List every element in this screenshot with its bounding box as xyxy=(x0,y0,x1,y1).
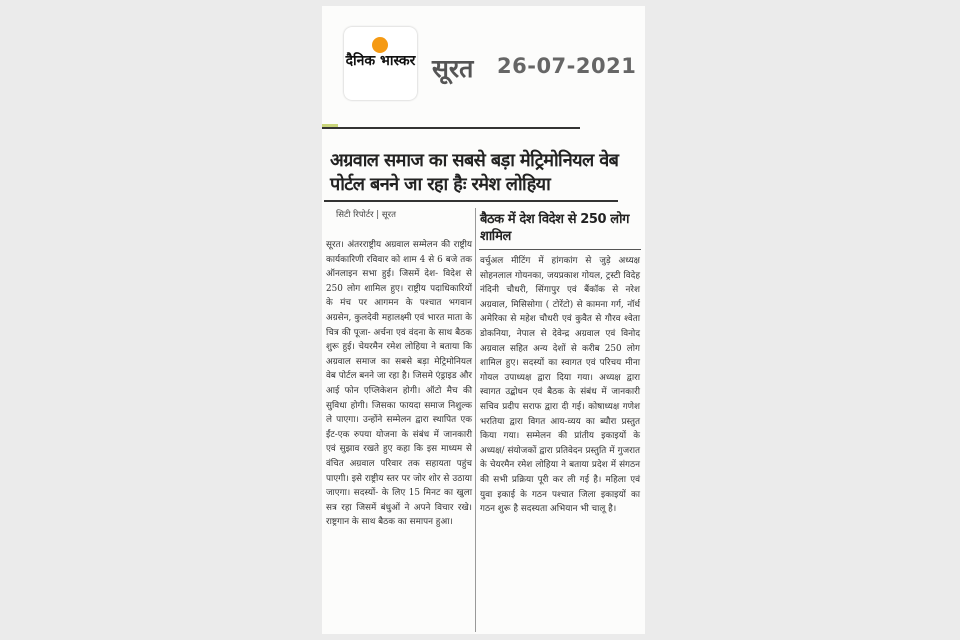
dainik-bhaskar-logo xyxy=(344,27,417,100)
logo-text: दैनिक भास्कर xyxy=(345,53,416,69)
article-column-1: सूरत। अंतरराष्ट्रीय अग्रवाल सम्मेलन की राष्ट्रीय कार्यकारिणी रविवार को शाम 4 से 6 बजे तक ऑनलाइन सभा हुई। जिसमें देश- विदेश से 250 लोग शामिल हुए। राष्ट्रीय पदाधिकारियों के मंच पर आगमन के पश्चात भगवान अग्रसेन, कुलदेवी महालक्ष्मी एवं भारत माता के चित्र की पूजा- अर्चना एवं वंदना के साथ बैठक शुरू हुई। चेयरमैन रमेश लोहिया ने बताया कि अग्रवाल समाज का सबसे बड़ा मेट्रिमोनियल वेब पोर्टल बनने जा रहा है। जिसमे एंड्राइड और आई फोन एप्लिकेशन होगी। ऑटो मैच की सुविधा होगी। जिसका फायदा समाज निशुल्क ले पाएगा। उन्होंने सम्मेलन द्वारा स्थापित एक ईंट-एक रुपया योजना के संबंध में जानकारी एवं सुझाव रखते हुए कहा कि इस माध्यम से वंचित अग्रवाल परिवार तक सहायता पहुंच पाएगी। इसे राष्ट्रीय स्तर पर जोर शोर से उठाया जाएगा। सदस्यों- के लिए 15 मिनट का खुला सत्र रहा जिसमें बंधुओं ने अपने विचार रखे। राष्ट्रगान के साथ बैठक का समापन हुआ। xyxy=(326,240,472,528)
byline: सिटी रिपोर्टर | सूरत xyxy=(336,210,396,220)
article-headline: अग्रवाल समाज का सबसे बड़ा मेट्रिमोनियल वेब पोर्टल बनने जा रहा हैः रमेश लोहिया xyxy=(330,150,619,195)
newspaper-clipping xyxy=(322,6,645,634)
top-rule xyxy=(322,127,580,129)
column-divider xyxy=(475,208,476,632)
headline-rule xyxy=(324,200,618,202)
edition-city: सूरत xyxy=(432,54,474,83)
article-subheading: बैठक में देश विदेश से 250 लोग शामिल xyxy=(480,212,629,244)
subheading-rule xyxy=(479,249,641,250)
sun-icon xyxy=(372,37,388,53)
edition-date: 26-07-2021 xyxy=(497,54,637,78)
article-column-2: वर्चुअल मीटिंग में हांगकांग से जुड़े अध्यक्ष सोहनलाल गोयनका, जयप्रकाश गोयल, ट्रस्टी विदेह नंदिनी चौधरी, सिंगापुर एवं बैंकॉक से नरेश अग्रवाल, मिसिसोगा ( टोरेंटो) से कामना गर्ग, नॉर्थ अमेरिका से महेश चौधरी एवं कुवैत से गौरव श्वेता डोकनिया, नेपाल से देवेन्द्र अग्रवाल एवं विनोद अग्रवाल सहित अन्य देशों से करीब 250 लोग शामिल हुए। सदस्यों का स्वागत एवं परिचय मीना गोयल उपाध्यक्ष द्वारा दिया गया। अध्यक्ष द्वारा स्वागत उद्बोधन एवं बैठक के संबंध में जानकारी सचिव प्रदीप सराफ द्वारा दी गई। कोषाध्यक्ष गणेश भरतिया द्वारा विगत आय-व्यय का ब्यौरा प्रस्तुत किया गया। सम्मेलन की प्रांतीय इकाइयों के अध्यक्ष/ संयोजकों द्वारा प्रतिवेदन प्रस्तुति में गुजरात के चेयरमैन रमेश लोहिया ने बताया प्रदेश में संगठन की सभी प्रक्रिया पूरी कर ली गई है। महिला एवं युवा इकाई के गठन पश्चात जिला इकाइयों का गठन शुरू है सदस्यता अभियान भी चालू है। xyxy=(480,256,640,515)
